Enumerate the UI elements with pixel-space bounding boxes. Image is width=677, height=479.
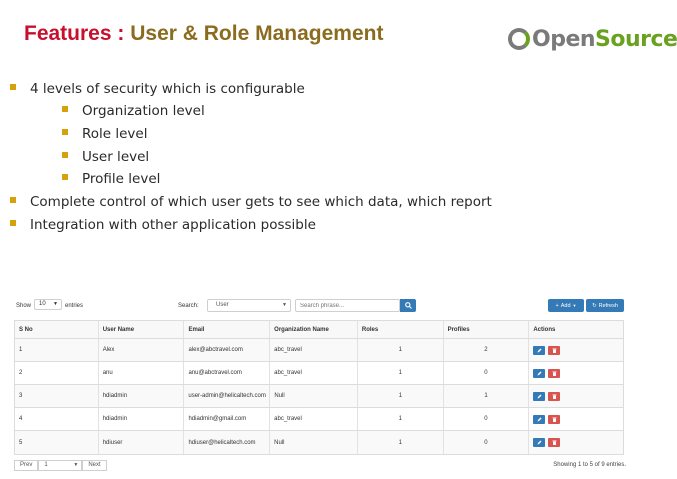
cell-user-name: anu [99, 362, 185, 384]
pencil-icon [537, 394, 542, 399]
page-select-value: 1 [44, 462, 48, 468]
trash-icon [552, 348, 557, 353]
cell-sno: 1 [15, 339, 99, 361]
delete-button[interactable] [548, 369, 560, 378]
users-table [14, 320, 624, 455]
cell-organization: abc_travel [270, 362, 358, 384]
pagination [14, 460, 107, 471]
table-row [15, 362, 623, 385]
edit-button[interactable] [533, 415, 545, 424]
pencil-icon [537, 348, 542, 353]
bullet-text: Integration with other application possible [30, 217, 316, 233]
cell-profiles: 0 [444, 408, 530, 430]
edit-button[interactable] [533, 438, 545, 447]
table-row [15, 408, 623, 431]
cell-email: alex@abctravel.com [184, 339, 270, 361]
cell-profiles: 2 [444, 339, 530, 361]
caret-down-icon: ▼ [53, 301, 58, 307]
bullet-marker-icon [62, 106, 68, 112]
cell-email: hdiadmin@gmail.com [184, 408, 270, 430]
next-button[interactable]: Next [82, 460, 106, 471]
cell-sno: 2 [15, 362, 99, 384]
delete-button[interactable] [548, 346, 560, 355]
page-size-select[interactable] [34, 299, 62, 310]
page-size-value: 10 [39, 301, 46, 307]
caret-down-icon: ▼ [282, 302, 287, 308]
search-field-select[interactable] [207, 299, 291, 312]
cell-user-name: Alex [99, 339, 185, 361]
sub-bullet-item [62, 125, 147, 143]
cell-actions [529, 408, 623, 430]
cell-user-name: hdiadmin [99, 408, 185, 430]
bullet-marker-icon [62, 152, 68, 158]
bullet-marker-icon [10, 220, 16, 226]
column-header: Actions [533, 326, 556, 333]
edit-button[interactable] [533, 369, 545, 378]
trash-icon [552, 394, 557, 399]
bullet-text: Profile level [82, 171, 161, 187]
refresh-button-label: Refresh [598, 302, 618, 309]
logo-text-open: Open [532, 26, 596, 52]
bullet-text: 4 levels of security which is configurable [30, 81, 305, 97]
slide-title-rest: User & Role Management [130, 22, 384, 45]
delete-button[interactable] [548, 392, 560, 401]
column-header: Roles [358, 321, 444, 338]
cell-organization: Null [270, 385, 358, 407]
table-row [15, 385, 623, 408]
trash-icon [552, 417, 557, 422]
cell-email: hdiuser@helicaltech.com [184, 431, 270, 454]
bullet-text: Role level [82, 126, 148, 142]
showing-entries-text: Showing 1 to 5 of 9 entries. [553, 462, 626, 468]
add-button[interactable] [548, 299, 584, 312]
page-select[interactable] [38, 460, 82, 471]
delete-button[interactable] [548, 438, 560, 447]
bullet-text: User level [82, 149, 150, 165]
cell-sno: 3 [15, 385, 99, 407]
cell-organization: Null [270, 431, 358, 454]
cell-email: anu@abctravel.com [184, 362, 270, 384]
cell-roles: 1 [358, 362, 444, 384]
caret-down-icon: ▼ [73, 462, 79, 468]
cell-email: user-admin@helicaltech.com [184, 385, 270, 407]
cell-sno: 4 [15, 408, 99, 430]
search-label: Search: [178, 303, 199, 309]
table-header-row [15, 321, 623, 339]
column-header: Organization Name [270, 321, 358, 338]
cell-organization: abc_travel [270, 339, 358, 361]
bullet-marker-icon [10, 84, 16, 90]
prev-button[interactable]: Prev [14, 460, 38, 471]
caret-down-icon: ▼ [572, 303, 577, 308]
add-button-label: Add [560, 302, 571, 309]
plus-icon: + [555, 302, 559, 309]
logo-mark-icon [508, 28, 530, 50]
cell-profiles: 0 [444, 362, 530, 384]
logo-text-source: Source [595, 26, 677, 52]
cell-user-name: hdiadmin [99, 385, 185, 407]
cell-roles: 1 [358, 339, 444, 361]
entries-label: entries [65, 303, 84, 309]
trash-icon [552, 371, 557, 376]
column-header: Profiles [444, 321, 530, 338]
bullet-marker-icon [62, 174, 68, 180]
cell-user-name: hdiuser [99, 431, 185, 454]
user-management-panel [12, 293, 626, 477]
cell-roles: 1 [358, 408, 444, 430]
bullet-item [10, 216, 316, 234]
cell-roles: 1 [358, 431, 444, 454]
sub-bullet-item [62, 148, 149, 166]
search-field-value: User [216, 302, 229, 308]
bullet-item [10, 193, 492, 211]
refresh-icon: ↻ [592, 302, 597, 309]
cell-actions [529, 431, 623, 454]
opensource-logo [508, 22, 677, 56]
pencil-icon [537, 417, 542, 422]
bullet-text: Organization level [82, 103, 205, 119]
bullet-marker-icon [10, 197, 16, 203]
bullet-marker-icon [62, 129, 68, 135]
cell-actions [529, 339, 623, 361]
sub-bullet-item [62, 102, 205, 120]
cell-actions [529, 362, 623, 384]
show-label: Show [16, 303, 32, 309]
cell-profiles: 1 [444, 385, 530, 407]
column-header: Email [184, 321, 270, 338]
column-header: User Name [99, 321, 185, 338]
pencil-icon [537, 371, 542, 376]
search-input[interactable] [295, 299, 400, 312]
cell-profiles: 0 [444, 431, 530, 454]
pencil-icon [537, 440, 542, 445]
edit-button[interactable] [533, 392, 545, 401]
column-header: S No [15, 321, 99, 338]
refresh-button[interactable] [586, 299, 624, 312]
bullet-item [10, 80, 305, 98]
search-button[interactable] [400, 299, 416, 312]
edit-button[interactable] [533, 346, 545, 355]
cell-actions [529, 385, 623, 407]
slide-title [24, 22, 383, 46]
sub-bullet-item [62, 170, 160, 188]
delete-button[interactable] [548, 415, 560, 424]
search-icon [405, 302, 412, 309]
trash-icon [552, 440, 557, 445]
cell-organization: abc_travel [270, 408, 358, 430]
bullet-text: Complete control of which user gets to see which data, which report [30, 194, 492, 210]
table-row [15, 431, 623, 454]
slide-title-key: Features : [24, 22, 125, 45]
cell-sno: 5 [15, 431, 99, 454]
table-row [15, 339, 623, 362]
cell-roles: 1 [358, 385, 444, 407]
